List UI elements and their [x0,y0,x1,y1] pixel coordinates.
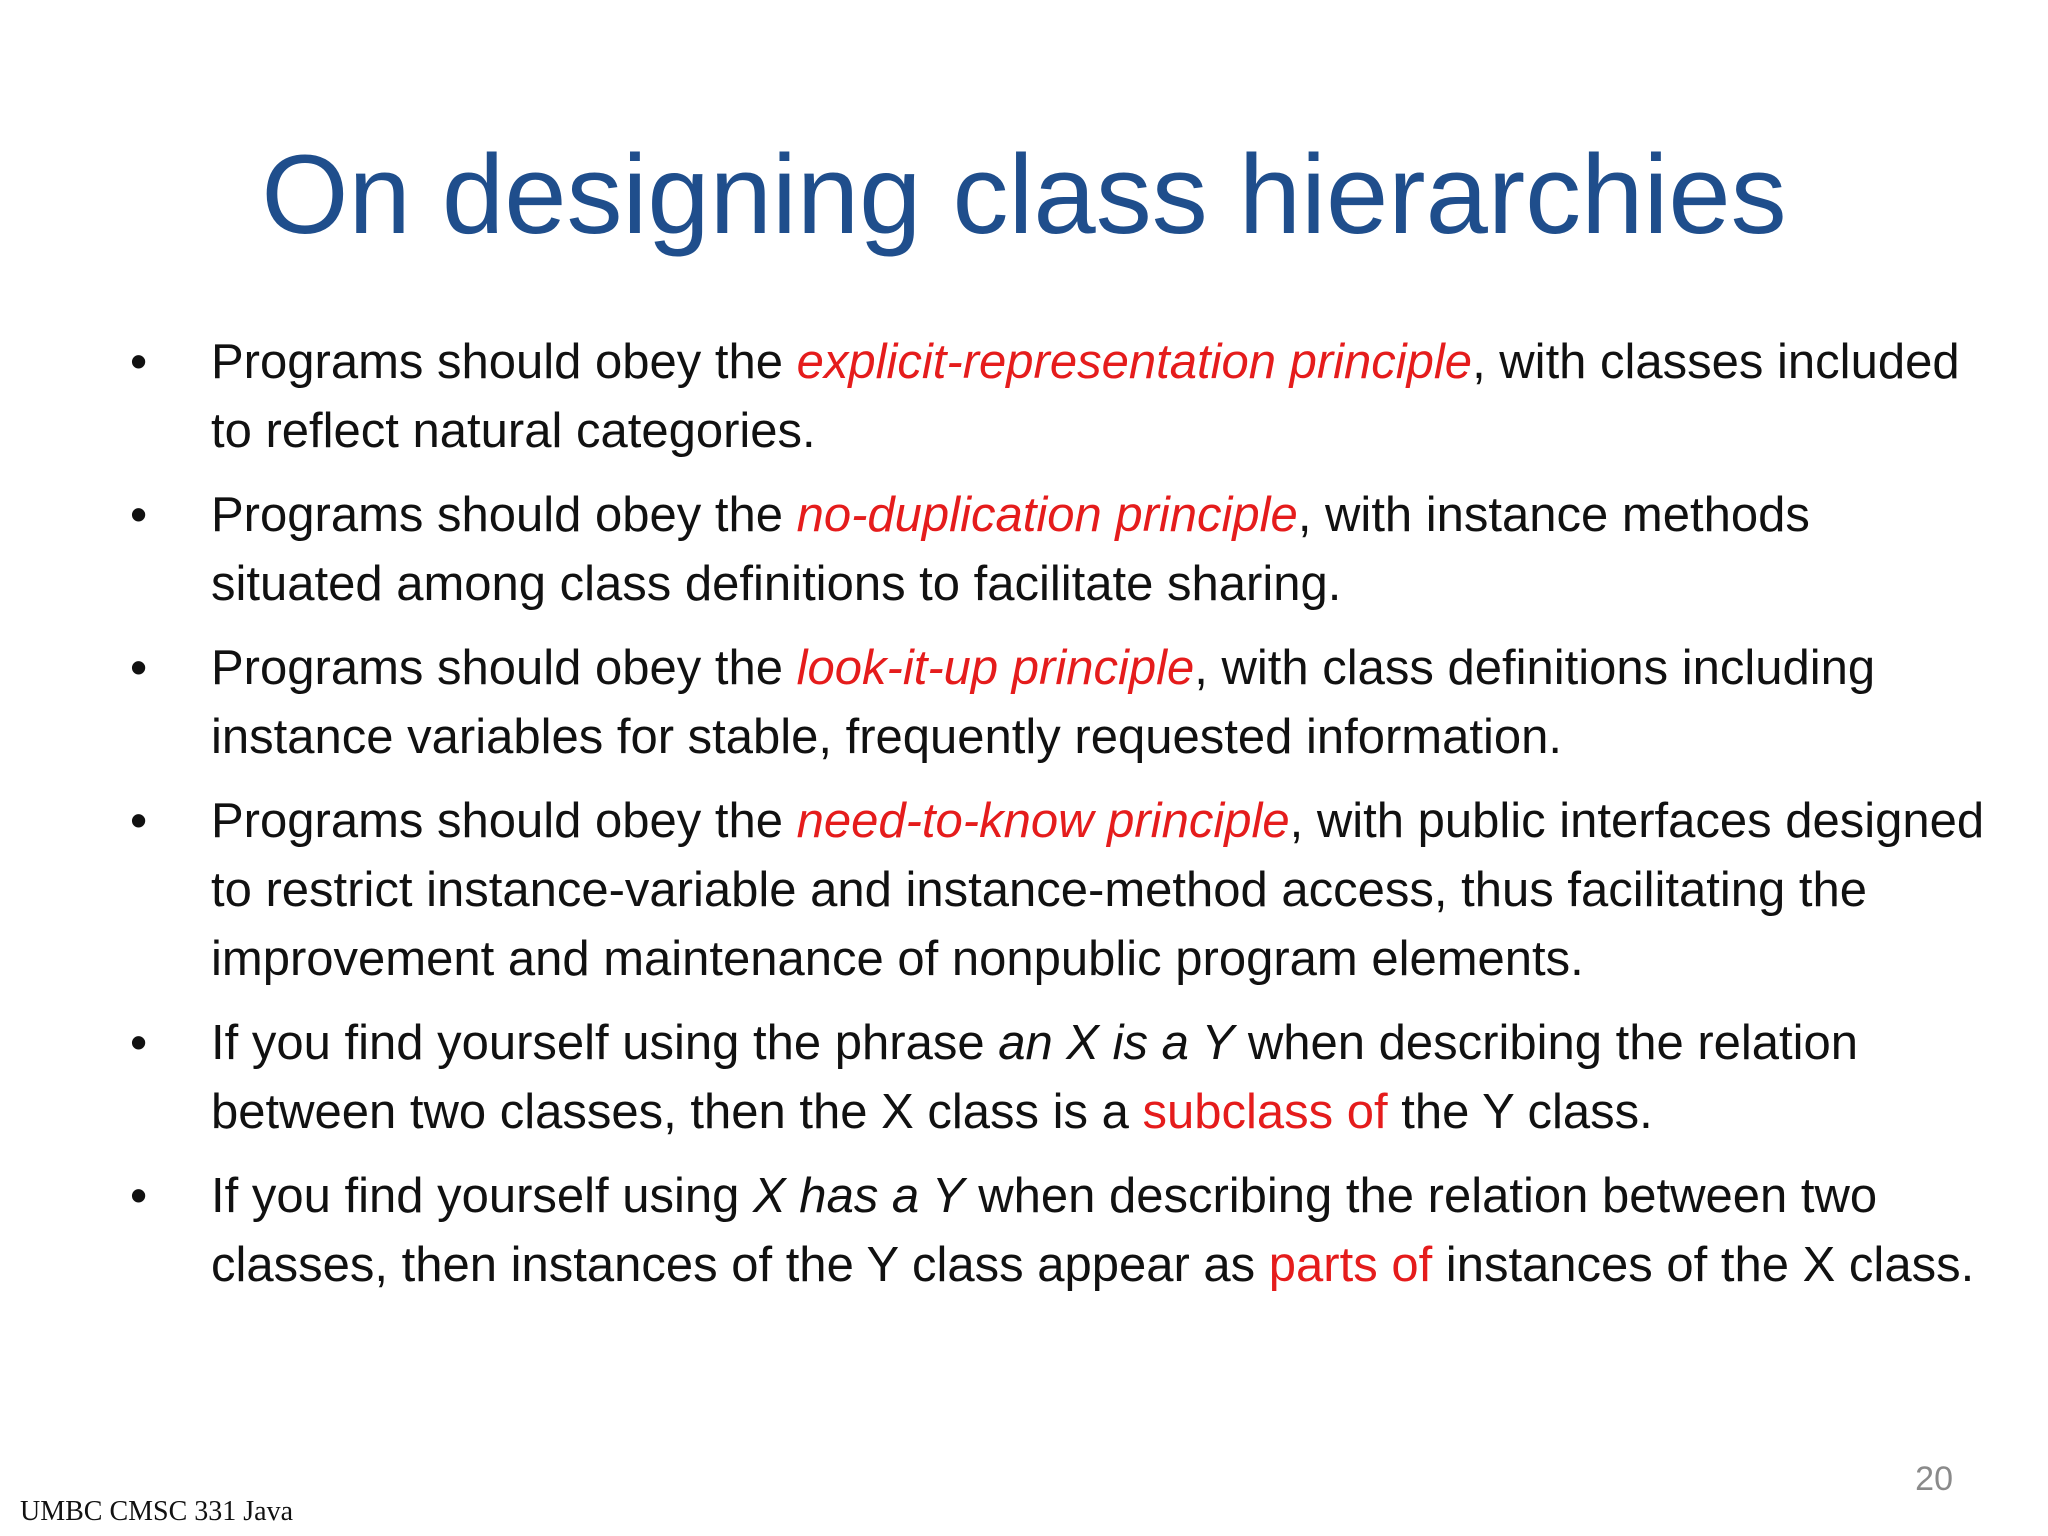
relation-highlight: parts of [1268,1238,1433,1292]
bullet-item [0,481,2048,619]
bullet-text: when describing the relation between two classes, then the X class is a [211,1016,1859,1139]
bullet-text: If you find yourself using the phrase [211,1016,999,1070]
bullet-text: , with class definitions including instance variables for stable, frequently requested information. [211,641,1876,764]
principle-name: look-it-up principle [796,641,1195,695]
bullet-marker: • [130,335,148,389]
bullet-text: when describing the relation between two classes, then instances of the Y class appear as [211,1169,1878,1292]
principle-name: explicit-representation principle [796,335,1473,389]
bullet-text: instances of the X class. [1432,1238,1975,1292]
bullet-marker: • [130,641,148,695]
italic-phrase: X has a Y [753,1169,965,1223]
bullet-text: Programs should obey the [211,488,797,542]
bullet-text: Programs should obey the [211,641,797,695]
bullet-text: , with instance methods situated among class definitions to facilitate sharing. [211,488,1810,611]
bullet-text: Programs should obey the [211,794,797,848]
bullet-text: Programs should obey the [211,335,797,389]
principle-name: no-duplication principle [796,488,1298,542]
bullet-item [0,787,2048,994]
course-footer: UMBC CMSC 331 Java [20,1496,294,1527]
principle-name: need-to-know principle [796,794,1290,848]
bullet-item [0,1162,2048,1300]
bullet-marker: • [130,488,148,542]
bullet-item [0,1009,2048,1147]
relation-highlight: subclass of [1142,1085,1388,1139]
bullet-text: , with public interfaces designed to restrict instance-variable and instance-method access, thus facilitating the improvement and maintenance of nonpublic program elements. [211,794,1985,986]
bullet-text: If you find yourself using [211,1169,754,1223]
slide-title: On designing class hierarchies [261,132,1787,257]
bullet-list [0,328,2048,1315]
bullet-marker: • [130,794,148,848]
bullet-marker: • [130,1169,148,1223]
italic-phrase: an X is a Y [998,1016,1235,1070]
bullet-item [0,634,2048,772]
page-number: 20 [1915,1460,1953,1498]
bullet-item [0,328,2048,466]
bullet-text: , with classes included to reflect natural categories. [211,335,1960,458]
bullet-marker: • [130,1016,148,1070]
bullet-text: the Y class. [1387,1085,1653,1139]
